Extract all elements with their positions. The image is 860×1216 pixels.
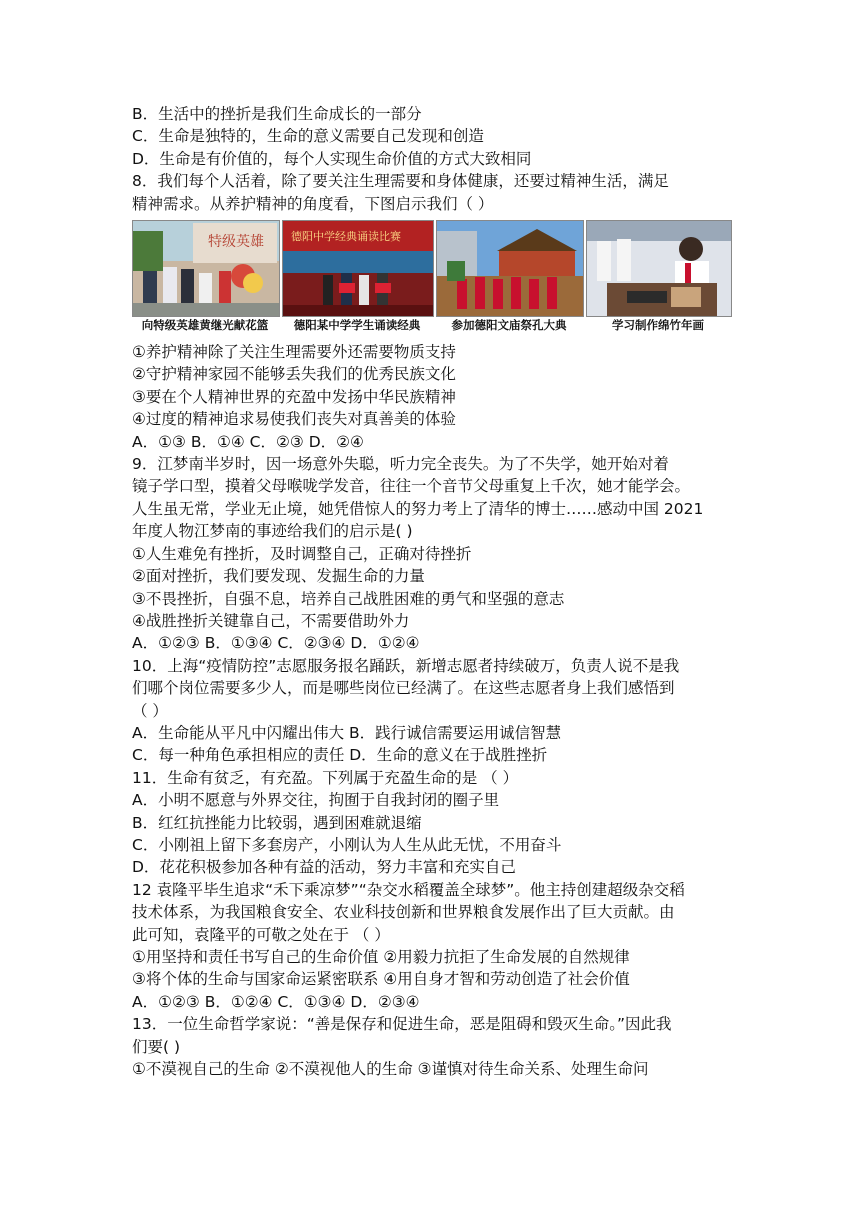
answer-options-line: C．每一种角色承担相应的责任 D．生命的意义在于战胜挫折 bbox=[132, 746, 548, 765]
option-line: C．小刚祖上留下多套房产，小刚认为人生从此无忧，不用奋斗 bbox=[132, 835, 562, 854]
question-13-stem-line: 13．一位生命哲学家说：“善是保存和促进生命，恶是阻碍和毁灭生命。”因此我 bbox=[132, 1015, 672, 1034]
option-line: A．小明不愿意与外界交往，拘囿于自我封闭的圈子里 bbox=[132, 791, 500, 810]
photo-classics-reading bbox=[282, 220, 434, 317]
question-11-stem-line: 11．生命有贫乏，有充盈。下列属于充盈生命的是 （ ） bbox=[132, 768, 519, 787]
statement-line: ④战胜挫折关键靠自己，不需要借助外力 bbox=[132, 611, 410, 630]
photo-caption: 学习制作绵竹年画 bbox=[612, 318, 704, 333]
option-line: B．红红抗挫能力比较弱，遇到困难就退缩 bbox=[132, 813, 422, 832]
question-column bbox=[132, 103, 732, 1080]
statement-line: ①养护精神除了关注生理需要外还需要物质支持 bbox=[132, 343, 456, 362]
question-12-stem-line: 12 袁隆平毕生追求“禾下乘凉梦”“杂交水稻覆盖全球梦”。他主持创建超级杂交稻 bbox=[132, 880, 685, 899]
photo-sign-text: 特级英雄 bbox=[208, 234, 264, 251]
question-12-stem-line: 技术体系，为我国粮食安全、农业科技创新和世界粮食发展作出了巨大贡献。由 bbox=[132, 903, 675, 922]
answer-options-line: A．生命能从平凡中闪耀出伟大 B．践行诚信需要运用诚信智慧 bbox=[132, 723, 562, 742]
photo-new-year-painting bbox=[586, 220, 732, 317]
question-10-stem-line: （ ） bbox=[132, 701, 168, 720]
option-c-line: C．生命是独特的，生命的意义需要自己发现和创造 bbox=[132, 127, 484, 146]
statement-line: ③要在个人精神世界的充盈中发扬中华民族精神 bbox=[132, 387, 456, 406]
statement-line: ③不畏挫折，自强不息，培养自己战胜困难的勇气和坚强的意志 bbox=[132, 589, 565, 608]
question-12-stem-line: 此可知，袁隆平的可敬之处在于 （ ） bbox=[132, 925, 390, 944]
statement-line: ②面对挫折，我们要发现、发掘生命的力量 bbox=[132, 567, 425, 586]
photo-hero-memorial bbox=[132, 220, 280, 317]
question-10-stem-line: 10．上海“疫情防控”志愿服务报名踊跃，新增志愿者持续破万，负责人说不是我 bbox=[132, 656, 680, 675]
question-10-stem-line: 们哪个岗位需要多少人，而是哪些岗位已经满了。在这些志愿者身上我们感悟到 bbox=[132, 679, 675, 698]
question-8-stem-line: 精神需求。从养护精神的角度看，下图启示我们（ ） bbox=[132, 194, 494, 213]
question-9-stem-line: 9．江梦南半岁时，因一场意外失聪，听力完全丧失。为了不失学，她开始对着 bbox=[132, 455, 669, 474]
photo-strip bbox=[132, 217, 732, 339]
question-9-stem-line: 人生虽无常，学业无止境，她凭借惊人的努力考上了清华的博士……感动中国 2021 bbox=[132, 499, 704, 518]
statement-line: ④过度的精神追求易使我们丧失对真善美的体验 bbox=[132, 410, 456, 429]
option-line: D．花花积极参加各种有益的活动，努力丰富和充实自己 bbox=[132, 858, 516, 877]
answer-options-line: A．①③ B．①④ C．②③ D．②④ bbox=[132, 432, 364, 451]
statement-line: ①用坚持和责任书写自己的生命价值 ②用毅力抗拒了生命发展的自然规律 bbox=[132, 948, 630, 966]
answer-options-line: A．①②③ B．①③④ C．②③④ D．①②④ bbox=[132, 634, 420, 653]
question-13-stem-line: 们要( ) bbox=[132, 1037, 181, 1056]
photo-caption: 参加德阳文庙祭孔大典 bbox=[451, 318, 567, 333]
option-b-line: B．生活中的挫折是我们生命成长的一部分 bbox=[132, 105, 422, 123]
photo-caption: 德阳某中学学生诵读经典 bbox=[293, 318, 421, 333]
question-9-stem-line: 年度人物江梦南的事迹给我们的启示是( ) bbox=[132, 522, 413, 541]
statement-line: ②守护精神家园不能够丢失我们的优秀民族文化 bbox=[132, 365, 456, 384]
photo-banner-text: 德阳中学经典诵读比赛 bbox=[291, 230, 401, 244]
statement-line: ①人生难免有挫折，及时调整自己，正确对待挫折 bbox=[132, 544, 472, 563]
photo-confucius-ceremony bbox=[436, 220, 584, 317]
photo-caption: 向特级英雄黄继光献花篮 bbox=[141, 318, 269, 333]
answer-options-line: A．①②③ B．①②④ C．①③④ D．②③④ bbox=[132, 992, 420, 1011]
question-9-stem-line: 镜子学口型，摸着父母喉咙学发音，往往一个音节父母重复上千次，她才能学会。 bbox=[132, 477, 691, 496]
question-8-stem-line: 8．我们每个人活着，除了要关注生理需要和身体健康，还要过精神生活，满足 bbox=[132, 172, 669, 191]
statement-line: ③将个体的生命与国家命运紧密联系 ④用自身才智和劳动创造了社会价值 bbox=[132, 970, 630, 989]
statement-line: ①不漠视自己的生命 ②不漠视他人的生命 ③谨慎对待生命关系、处理生命问 bbox=[132, 1060, 649, 1079]
option-d-line: D．生命是有价值的，每个人实现生命价值的方式大致相同 bbox=[132, 149, 532, 168]
